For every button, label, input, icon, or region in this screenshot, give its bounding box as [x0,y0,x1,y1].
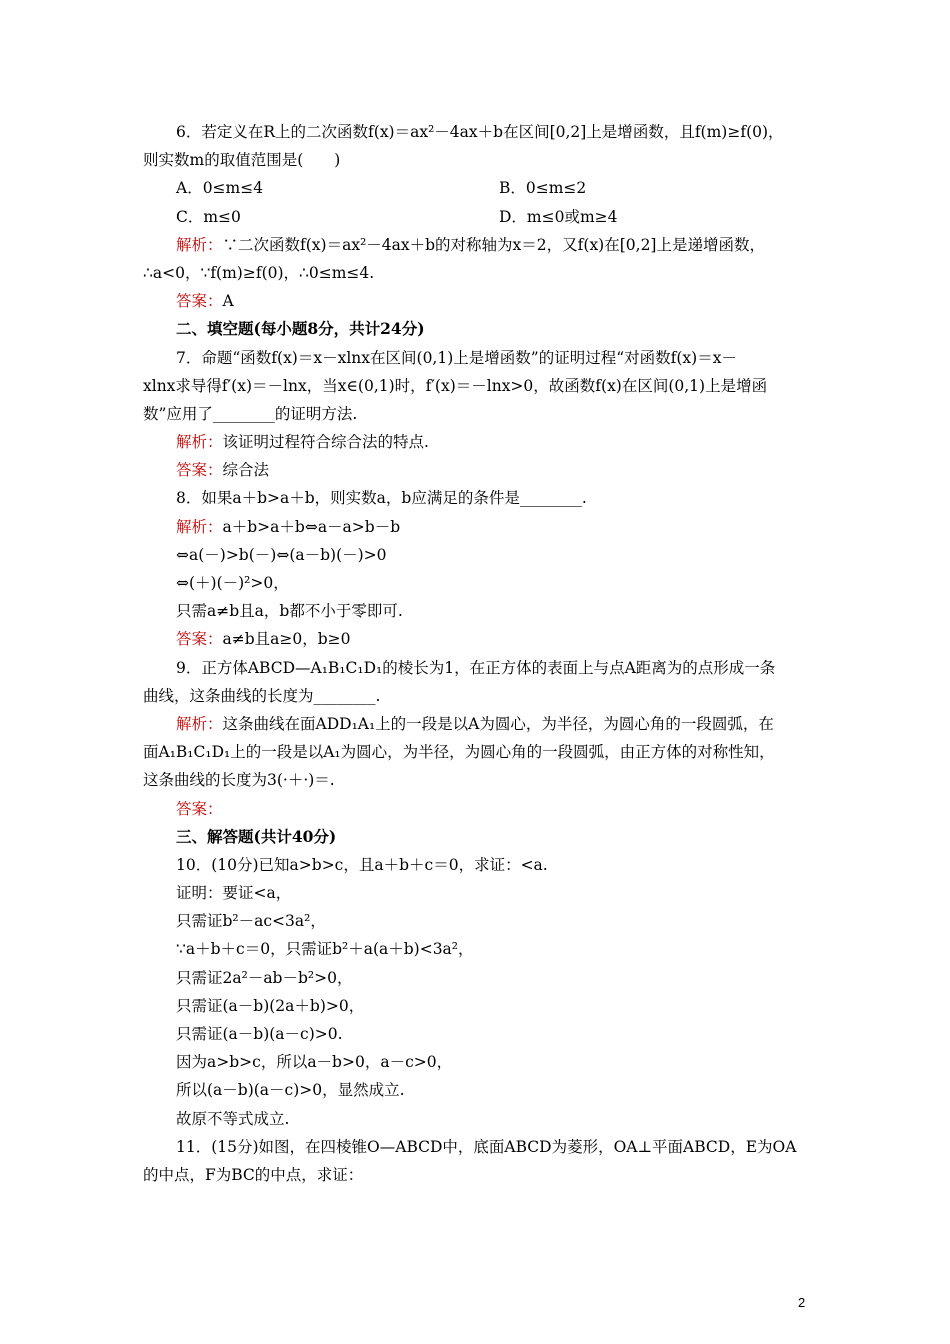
text-line [143,118,808,146]
option-left: C．m≤0 [176,207,241,226]
line-text: 二、填空题(每小题8分，共计24分) [176,319,425,339]
text-line [143,287,808,315]
text-line [143,569,808,597]
text-line [143,964,808,992]
line-text: 只需证(a－b)(a－c)>0. [176,1025,343,1043]
text-line [143,795,808,823]
line-text: ⇔(＋)(－)²>0， [176,574,289,592]
text-line [143,597,808,625]
page-content [143,118,808,1189]
text-line [143,625,808,653]
text-line [143,259,808,287]
answer-label: 答案： [176,461,223,480]
line-text: 证明：要证<a， [176,884,292,903]
text-line [143,823,808,851]
text-line [143,1048,808,1076]
text-line [143,738,808,766]
text-line [143,315,808,343]
line-text: 的中点，F为BC的中点，求证： [143,1165,364,1184]
line-text: 只需证b²－ac<3a²， [176,912,326,931]
answer-label: 解析： [176,433,223,452]
text-line [143,372,808,400]
line-text: 所以(a－b)(a－c)>0，显然成立. [176,1081,405,1100]
line-text: 这条曲线的长度为3(·＋·)＝. [143,771,335,790]
text-line [143,682,808,710]
line-text: 则实数m的取值范围是( ) [143,151,341,170]
text-line [143,484,808,512]
option-right: D．m≤0或m≥4 [499,207,618,226]
text-line [143,1076,808,1104]
page-number: 2 [798,1295,806,1310]
answer-label: 答案： [176,630,223,649]
line-text: 只需a≠b且a，b都不小于零即可. [176,602,403,621]
text-line [143,907,808,935]
option-right: B．0≤m≤2 [499,179,587,198]
text-line [143,879,808,907]
answer-label: 解析： [176,517,223,536]
text-line [143,1020,808,1048]
line-text: 6．若定义在R上的二次函数f(x)＝ax²－4ax＋b在区间[0,2]上是增函数，且f(m)≥f(0)， [176,123,784,141]
answer-label: 答案： [176,292,223,311]
line-text: ∵a＋b＋c＝0，只需证b²＋a(a＋b)<3a²， [176,940,474,959]
text-line [143,1133,808,1161]
text-line [143,1105,808,1133]
text-line [143,146,808,174]
text-line [143,400,808,428]
line-text: 8．如果a＋b>a＋b，则实数a，b应满足的条件是________. [176,489,587,508]
line-text: 综合法 [222,461,270,480]
line-text: 故原不等式成立. [176,1109,290,1128]
text-line [143,654,808,682]
line-text: 7．命题“函数f(x)＝x－xlnx在区间(0,1)上是增函数”的证明过程“对函数f(x)＝x－ [176,348,737,367]
text-line [143,766,808,794]
line-text: 曲线，这条曲线的长度为________. [143,686,381,705]
text-line [143,344,808,372]
line-text: 三、解答题(共计40分) [176,826,337,846]
answer-label: 解析： [176,714,223,733]
line-text: ⇔a(－)>b(－)⇔(a－b)(－)>0 [176,545,387,564]
line-text: 9．正方体ABCD—A₁B₁C₁D₁的棱长为1，在正方体的表面上与点A距离为的点形成一条 [176,658,776,677]
text-line [143,935,808,963]
text-line [143,428,808,456]
text-line [143,541,808,569]
line-text: 11．(15分)如图，在四棱锥O—ABCD中，底面ABCD为菱形，OA⊥平面ABCD，E为OA [176,1137,797,1156]
text-line [143,992,808,1020]
line-text: 10．(10分)已知a>b>c，且a＋b＋c＝0，求证：<a. [176,855,548,874]
line-text: 该证明过程符合综合法的特点. [222,433,429,452]
answer-label: 解析： [176,235,223,254]
line-text: A [222,292,234,311]
line-text: 只需证2a²－ab－b²>0， [176,968,353,987]
line-text: ∵二次函数f(x)＝ax²－4ax＋b的对称轴为x＝2，又f(x)在[0,2]上是递增函数， [222,235,765,254]
line-text: 数”应用了________的证明方法. [143,404,358,423]
text-line [143,231,808,259]
line-text: ∴a<0，∵f(m)≥f(0)，∴0≤m≤4. [143,263,375,282]
line-text: 这条曲线在面ADD₁A₁上的一段是以A为圆心，为半径，为圆心角的一段圆弧，在 [222,714,774,733]
line-text: a＋b>a＋b⇔a－a>b－b [222,517,401,536]
option-row [143,203,808,231]
line-text: 面A₁B₁C₁D₁上的一段是以A₁为圆心，为半径，为圆心角的一段圆弧，由正方体的对称性知， [143,743,775,762]
text-line [143,710,808,738]
text-line [143,851,808,879]
option-left: A．0≤m≤4 [176,179,264,198]
answer-label: 答案： [176,799,223,818]
line-text: a≠b且a≥0，b≥0 [222,630,351,649]
option-row [143,174,808,202]
line-text: xlnx求导得f′(x)＝－lnx，当x∈(0,1)时，f′(x)＝－lnx>0，故函数f(x)在区间(0,1)上是增函 [143,376,768,395]
text-line [143,456,808,484]
line-text: 只需证(a－b)(2a＋b)>0， [176,996,365,1015]
text-line [143,513,808,541]
text-line [143,1161,808,1189]
line-text: 因为a>b>c，所以a－b>0，a－c>0， [176,1053,453,1072]
